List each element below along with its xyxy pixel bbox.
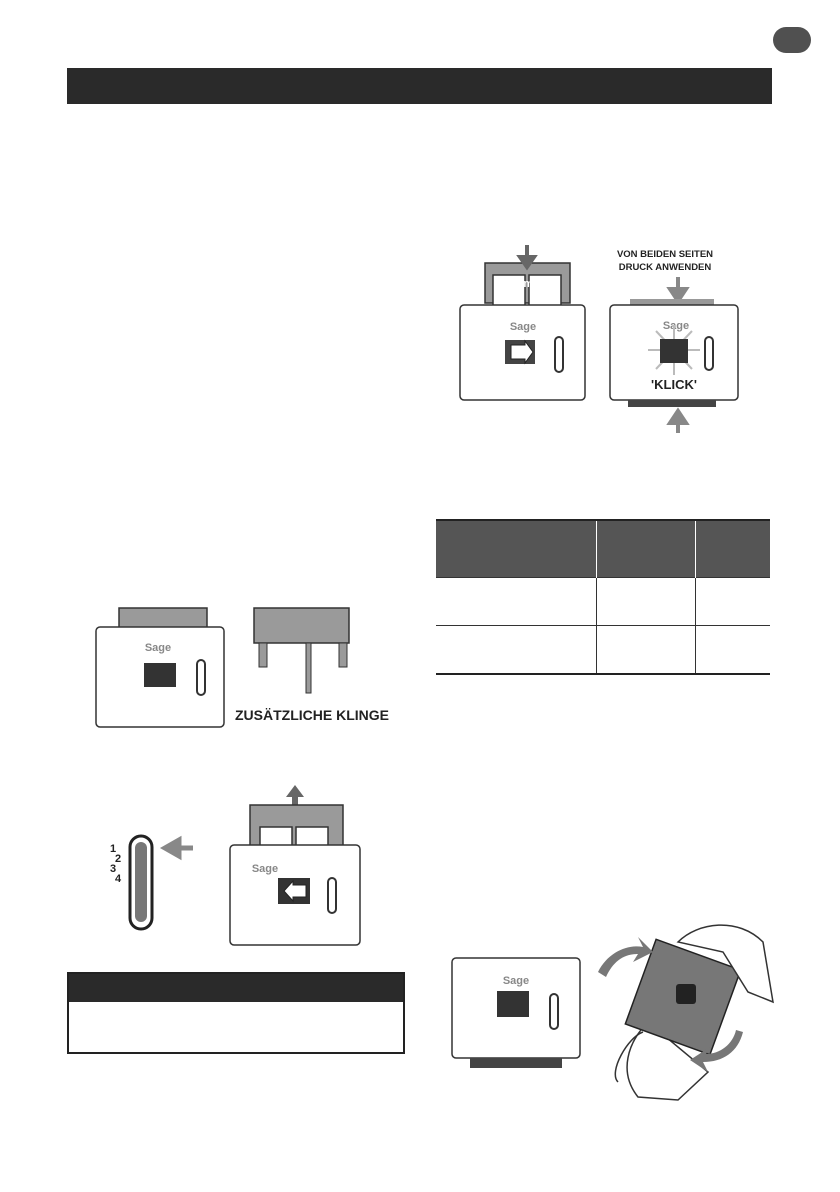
brand-logo: Sage (662, 320, 690, 332)
table-cell (436, 578, 597, 626)
table-cell (597, 578, 696, 626)
figure-scale-dial (105, 834, 195, 934)
language-indicator-badge (773, 27, 811, 53)
table-cell (696, 626, 771, 675)
table-row (436, 626, 770, 675)
depth-label: 50mm (511, 278, 543, 290)
brand-logo: Sage (251, 863, 279, 875)
click-label: 'KLICK' (651, 377, 697, 392)
pressure-caption-line1: VON BEIDEN SEITEN (616, 249, 714, 260)
table-cell (696, 578, 771, 626)
scale-mark-3: 3 (110, 863, 117, 875)
table-row (436, 578, 770, 626)
table-cell (436, 626, 597, 675)
note-box (67, 972, 405, 1054)
extra-blade-label: ZUSÄTZLICHE KLINGE (235, 707, 389, 723)
scale-mark-2: 2 (115, 853, 122, 865)
scale-mark-4: 4 (115, 873, 122, 885)
figure-blade-box (450, 956, 582, 1071)
settings-table (436, 519, 770, 675)
table-header-cell (436, 520, 597, 578)
scale-mark-1: 1 (110, 843, 117, 855)
pressure-caption-line2: DRUCK ANWENDEN (618, 262, 712, 273)
brand-logo: Sage (509, 321, 537, 333)
figure-hand-rotate (598, 922, 773, 1102)
table-header-cell (597, 520, 696, 578)
figure-50mm-insert (455, 245, 590, 405)
table-cell (597, 626, 696, 675)
figure-pressure-click (608, 245, 743, 435)
section-header-bar (67, 68, 772, 104)
note-box-header (69, 974, 403, 1002)
brand-logo: Sage (502, 975, 530, 987)
figure-extra-blade (94, 605, 389, 730)
table-header-cell (696, 520, 771, 578)
brand-logo: Sage (144, 642, 172, 654)
figure-pull-out (228, 783, 363, 948)
table-header-row (436, 520, 770, 578)
footer-strip (0, 1186, 840, 1190)
